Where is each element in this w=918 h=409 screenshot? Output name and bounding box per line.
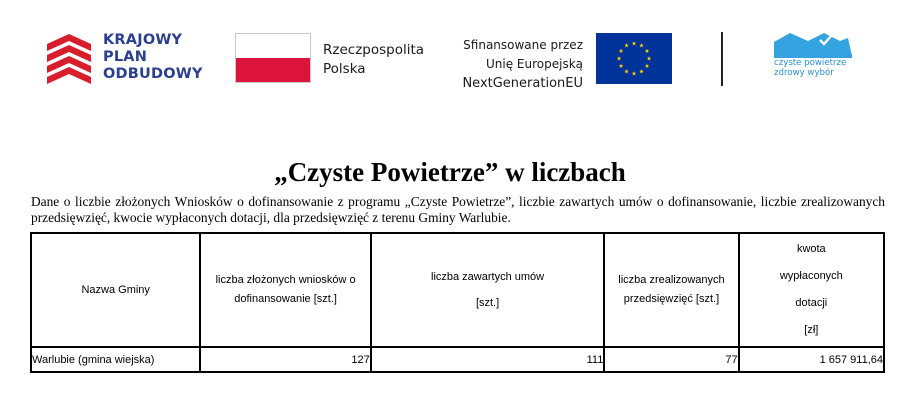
czp-line-1: czyste powietrze — [774, 58, 847, 68]
house-icon — [768, 30, 858, 60]
eu-flag-icon — [596, 33, 672, 84]
czp-line-2: zdrowy wybór — [774, 68, 834, 78]
header-wnioski: liczba złożonych wniosków o dofinansowanie [szt.] — [200, 233, 370, 347]
cell-zrealizowane: 77 — [604, 347, 738, 372]
cell-wnioski: 127 — [200, 347, 370, 372]
page-title: „Czyste Powietrze” w liczbach — [274, 157, 626, 187]
eu-line-3: NextGenerationEU — [462, 76, 583, 91]
kpo-logo-text — [103, 32, 203, 83]
table-row — [31, 347, 884, 372]
kpo-emblem-icon — [45, 30, 95, 86]
cell-gmina: Warlubie (gmina wiejska) — [31, 347, 200, 372]
kpo-line-3: ODBUDOWY — [103, 66, 203, 82]
eu-line-2: Unię Europejską — [485, 57, 583, 71]
rp-line-1: Rzeczpospolita — [323, 42, 425, 58]
cell-kwota: 1 657 911,64 — [739, 347, 884, 372]
header-kwota: kwota wypłaconych dotacji [zł] — [739, 233, 884, 347]
kpo-logo — [45, 30, 215, 86]
rp-line-2: Polska — [323, 61, 366, 77]
rp-logo-text — [323, 41, 424, 79]
stats-table — [30, 232, 885, 373]
czyste-powietrze-logo — [768, 30, 858, 88]
cell-umowy: 111 — [371, 347, 605, 372]
poland-flag-icon — [235, 33, 311, 83]
header-umowy: liczba zawartych umów [szt.] — [371, 233, 605, 347]
table-header-row — [31, 233, 884, 347]
description: Dane o liczbie złożonych Wniosków o dofinansowanie z programu „Czyste Powietrze”, liczbie zawartych umów o dofinansowanie, liczbie zrealizowanych przedsięwzięć, kwocie wypłaconych dotacji, dla przedsięwzięć z terenu Gminy Warlubie. — [31, 194, 885, 225]
logo-bar — [0, 0, 918, 110]
eu-line-1: Sfinansowane przez — [463, 38, 583, 52]
logo-divider — [721, 32, 723, 86]
eu-funding-text — [438, 36, 583, 93]
header-gmina: Nazwa Gminy — [31, 233, 200, 347]
kpo-line-2: PLAN — [103, 49, 148, 65]
header-zrealizowane: liczba zrealizowanych przedsięwzięć [szt.] — [604, 233, 738, 347]
kpo-line-1: KRAJOWY — [103, 32, 183, 48]
